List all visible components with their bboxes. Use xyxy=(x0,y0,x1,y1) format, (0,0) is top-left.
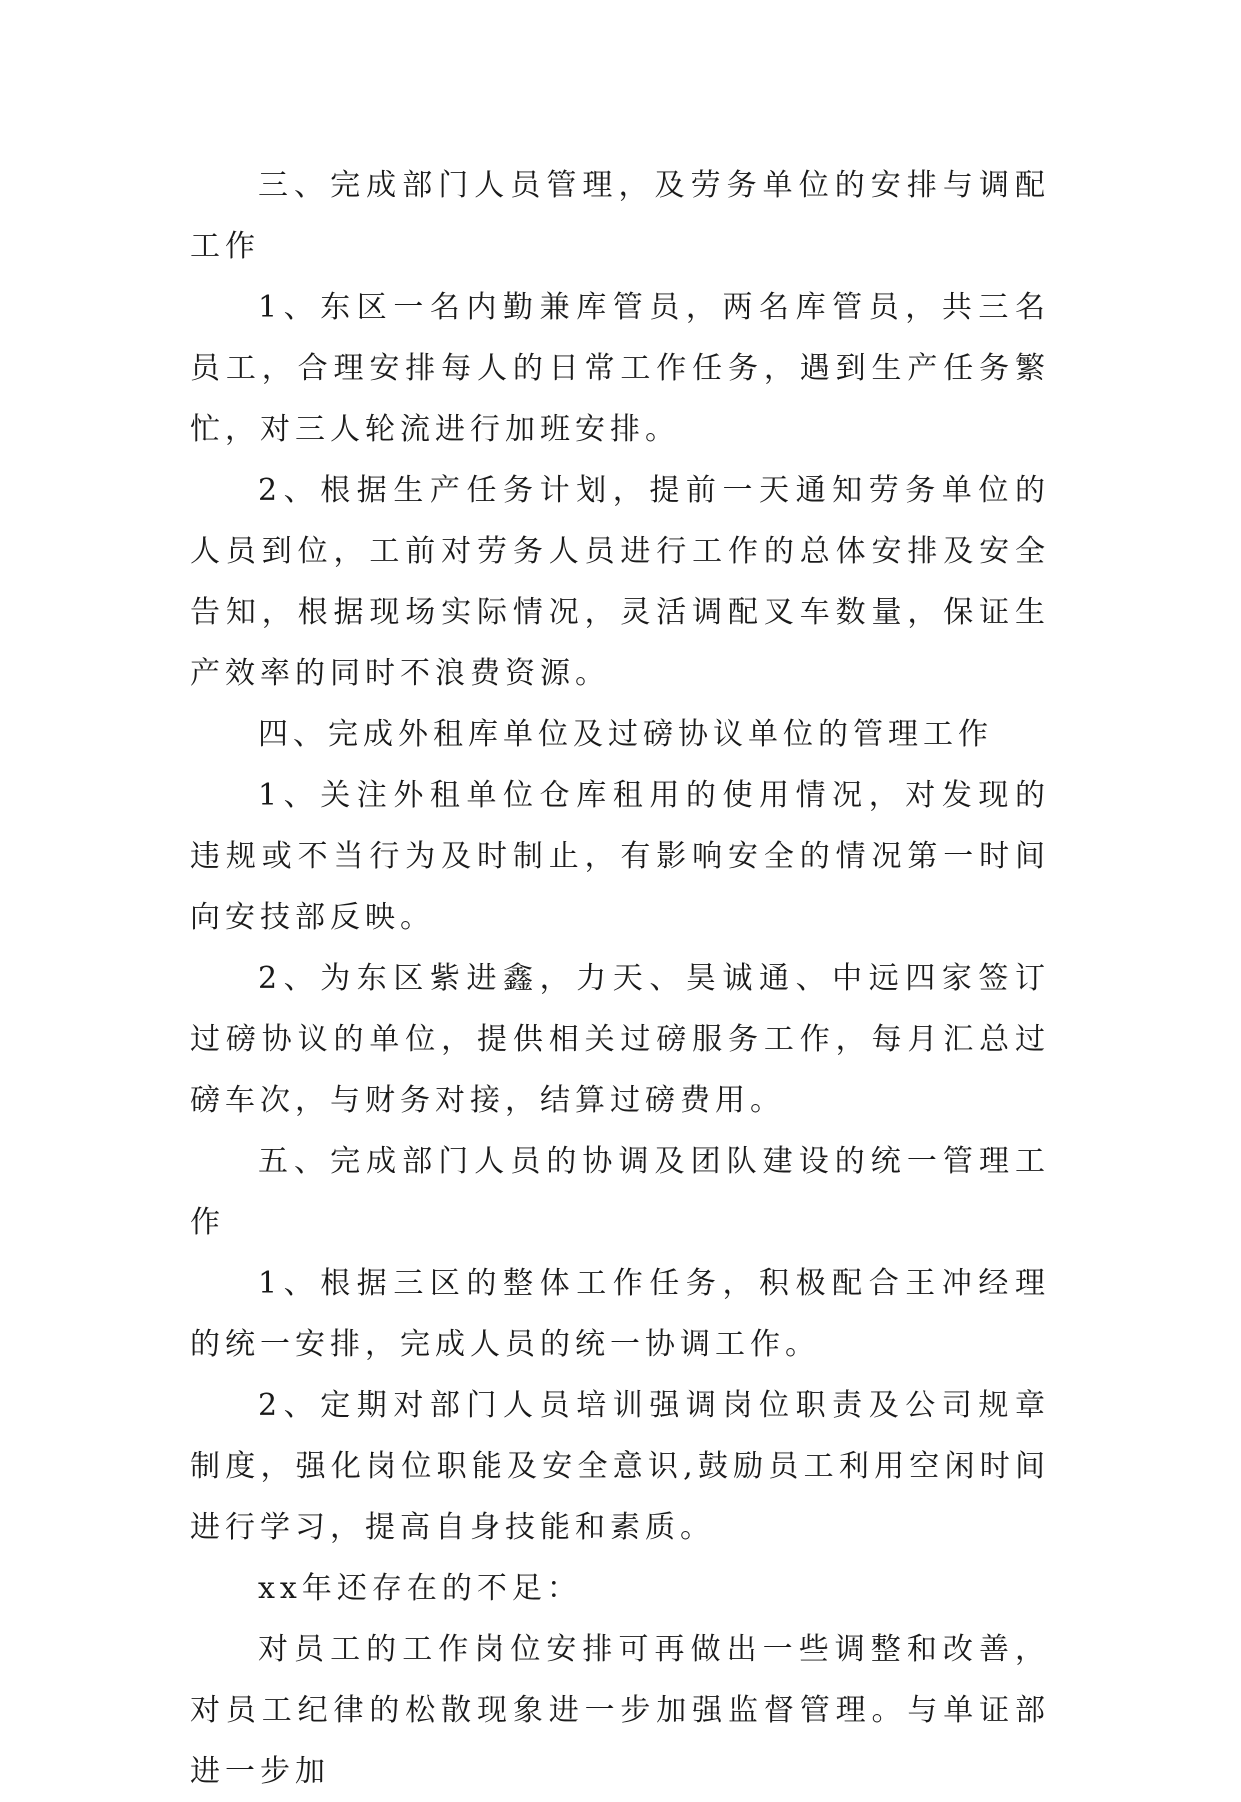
section-heading-four: 四、完成外租库单位及过磅协议单位的管理工作 xyxy=(258,717,993,752)
paragraph: 2、定期对部门人员培训强调岗位职责及公司规章制度，强化岗位职能及安全意识,鼓励员工利用空闲时间进行学习，提高自身技能和素质。 xyxy=(190,1388,1050,1545)
paragraph: 1、根据三区的整体工作任务，积极配合王冲经理的统一安排，完成人员的统一协调工作。 xyxy=(190,1266,1050,1362)
shortcomings-heading: xx年还存在的不足： xyxy=(258,1571,582,1606)
paragraph: 对员工的工作岗位安排可再做出一些调整和改善，对员工纪律的松散现象进一步加强监督管理。与单证部进一步加 xyxy=(190,1632,1050,1789)
document-body xyxy=(190,155,1050,1802)
section-heading-five: 五、完成部门人员的协调及团队建设的统一管理工作 xyxy=(190,1144,1050,1240)
paragraph: 1、关注外租单位仓库租用的使用情况，对发现的违规或不当行为及时制止，有影响安全的情况第一时间向安技部反映。 xyxy=(190,778,1050,935)
paragraph: 2、为东区紫进鑫，力天、昊诚通、中远四家签订过磅协议的单位，提供相关过磅服务工作，每月汇总过磅车次，与财务对接，结算过磅费用。 xyxy=(190,961,1050,1118)
paragraph: 2、根据生产任务计划，提前一天通知劳务单位的人员到位，工前对劳务人员进行工作的总体安排及安全告知，根据现场实际情况，灵活调配叉车数量，保证生产效率的同时不浪费资源。 xyxy=(190,473,1050,691)
paragraph: 1、东区一名内勤兼库管员，两名库管员，共三名员工，合理安排每人的日常工作任务，遇到生产任务繁忙，对三人轮流进行加班安排。 xyxy=(190,290,1050,447)
section-heading-three: 三、完成部门人员管理，及劳务单位的安排与调配工作 xyxy=(190,168,1050,264)
